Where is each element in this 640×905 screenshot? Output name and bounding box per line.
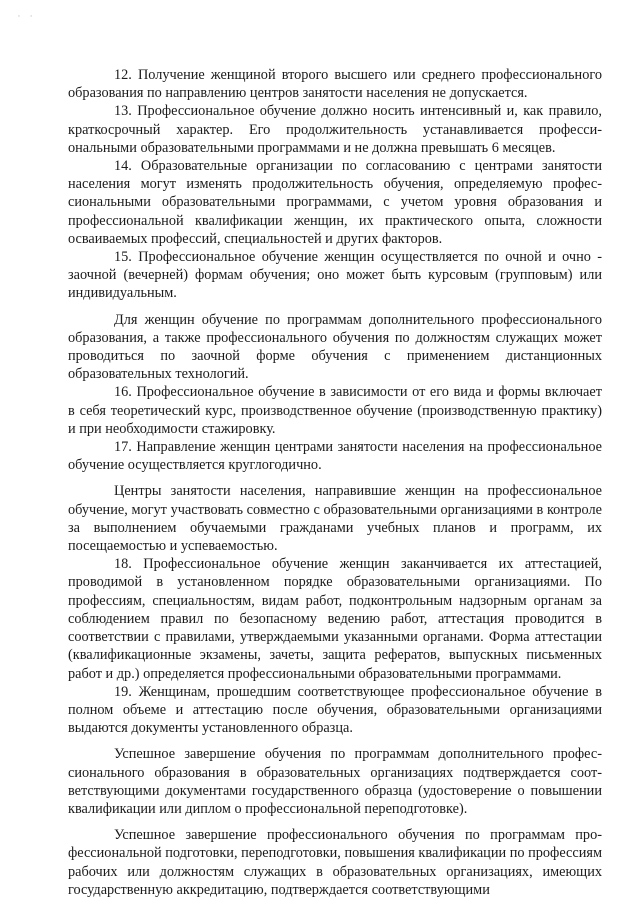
paragraph-19-additional-education: Успешное завершение обучения по программам дополнительного профессионального образования в образовательных организациях подтверждается соответствующими документами государственного образца (удостоверение о повышении квалификации или диплом о профессиональной переподготовке). bbox=[68, 746, 602, 817]
scan-corner-marks: ' ' bbox=[18, 14, 37, 22]
paragraph-19-vocational-training: Успешное завершение профессионального обучения по программам профессиональной подготовки, переподготовки, повышения квалификации по профессиям рабочих или должностям служащих в образовательных организациях, имеющих государственную аккредитацию, подтверждается соответствующими bbox=[68, 827, 602, 898]
paragraph-13: 13. Профессиональное обучение должно носить интенсивный и, как правило, краткосрочный характер. Его продолжительность устанавливается профессиональными образовательными программами и не должна превышать 6 месяцев. bbox=[68, 103, 602, 156]
paragraph-18: 18. Профессиональное обучение женщин заканчивается их аттестацией, проводимой в установленном порядке образовательными организациями. По профессиям, специальностям, видам работ, подконтрольным надзорным органам за соблюдением правил по безопасному ведению работ, аттестация проводится в соответствии с правилами, утверждаемыми указанными органами. Форма аттестации (квалификационные экзамены, зачеты, защита рефератов, выпускных письменных работ и др.) определяется профессиональными образовательными программами. bbox=[68, 556, 602, 682]
paragraph-15-distance-learning: Для женщин обучение по программам дополнительного профессионального образования, а также профессионального обучения по должностям служащих может проводиться по заочной форме обучения с применением дистанционных образовательных технологий. bbox=[68, 311, 602, 383]
paragraph-19: 19. Женщинам, прошедшим соответствующее профессиональное обучение в полном объеме и аттестацию после обучения, образовательными организациями выдаются документы установленного образца. bbox=[68, 683, 602, 737]
paragraph-14: 14. Образовательные организации по согласованию с центрами занятости населения могут изменять продолжительность обучения, определяемую профессиональными образовательными программами, с учетом уровня образования и профессиональной квалификации женщин, их практического опыта, сложности осваиваемых профессий, специальностей и других факторов. bbox=[68, 158, 602, 247]
paragraph-12: 12. Получение женщиной второго высшего или среднего профессионального образования по направлению центров занятости населения не допускается. bbox=[68, 67, 602, 102]
paragraph-15: 15. Профессиональное обучение женщин осуществляется по очной и очно - заочной (вечерней) формам обучения; оно может быть курсовым (групповым) или индивидуальным. bbox=[68, 249, 602, 302]
paragraph-17: 17. Направление женщин центрами занятости населения на профессиональное обучение осуществляется круглогодично. bbox=[68, 439, 602, 474]
paragraph-16: 16. Профессиональное обучение в зависимости от его вида и формы включает в себя теоретический курс, производственное обучение (производственную практику) и при необходимости стажировку. bbox=[68, 384, 602, 437]
document-body bbox=[68, 66, 602, 899]
paragraph-17-employment-centers: Центры занятости населения, направившие женщин на профессиональное обучение, могут участвовать совместно с образовательными организациями в контроле за выполнением обучаемыми гражданами учебных планов и программ, их посещаемостью и успеваемостью. bbox=[68, 483, 602, 555]
